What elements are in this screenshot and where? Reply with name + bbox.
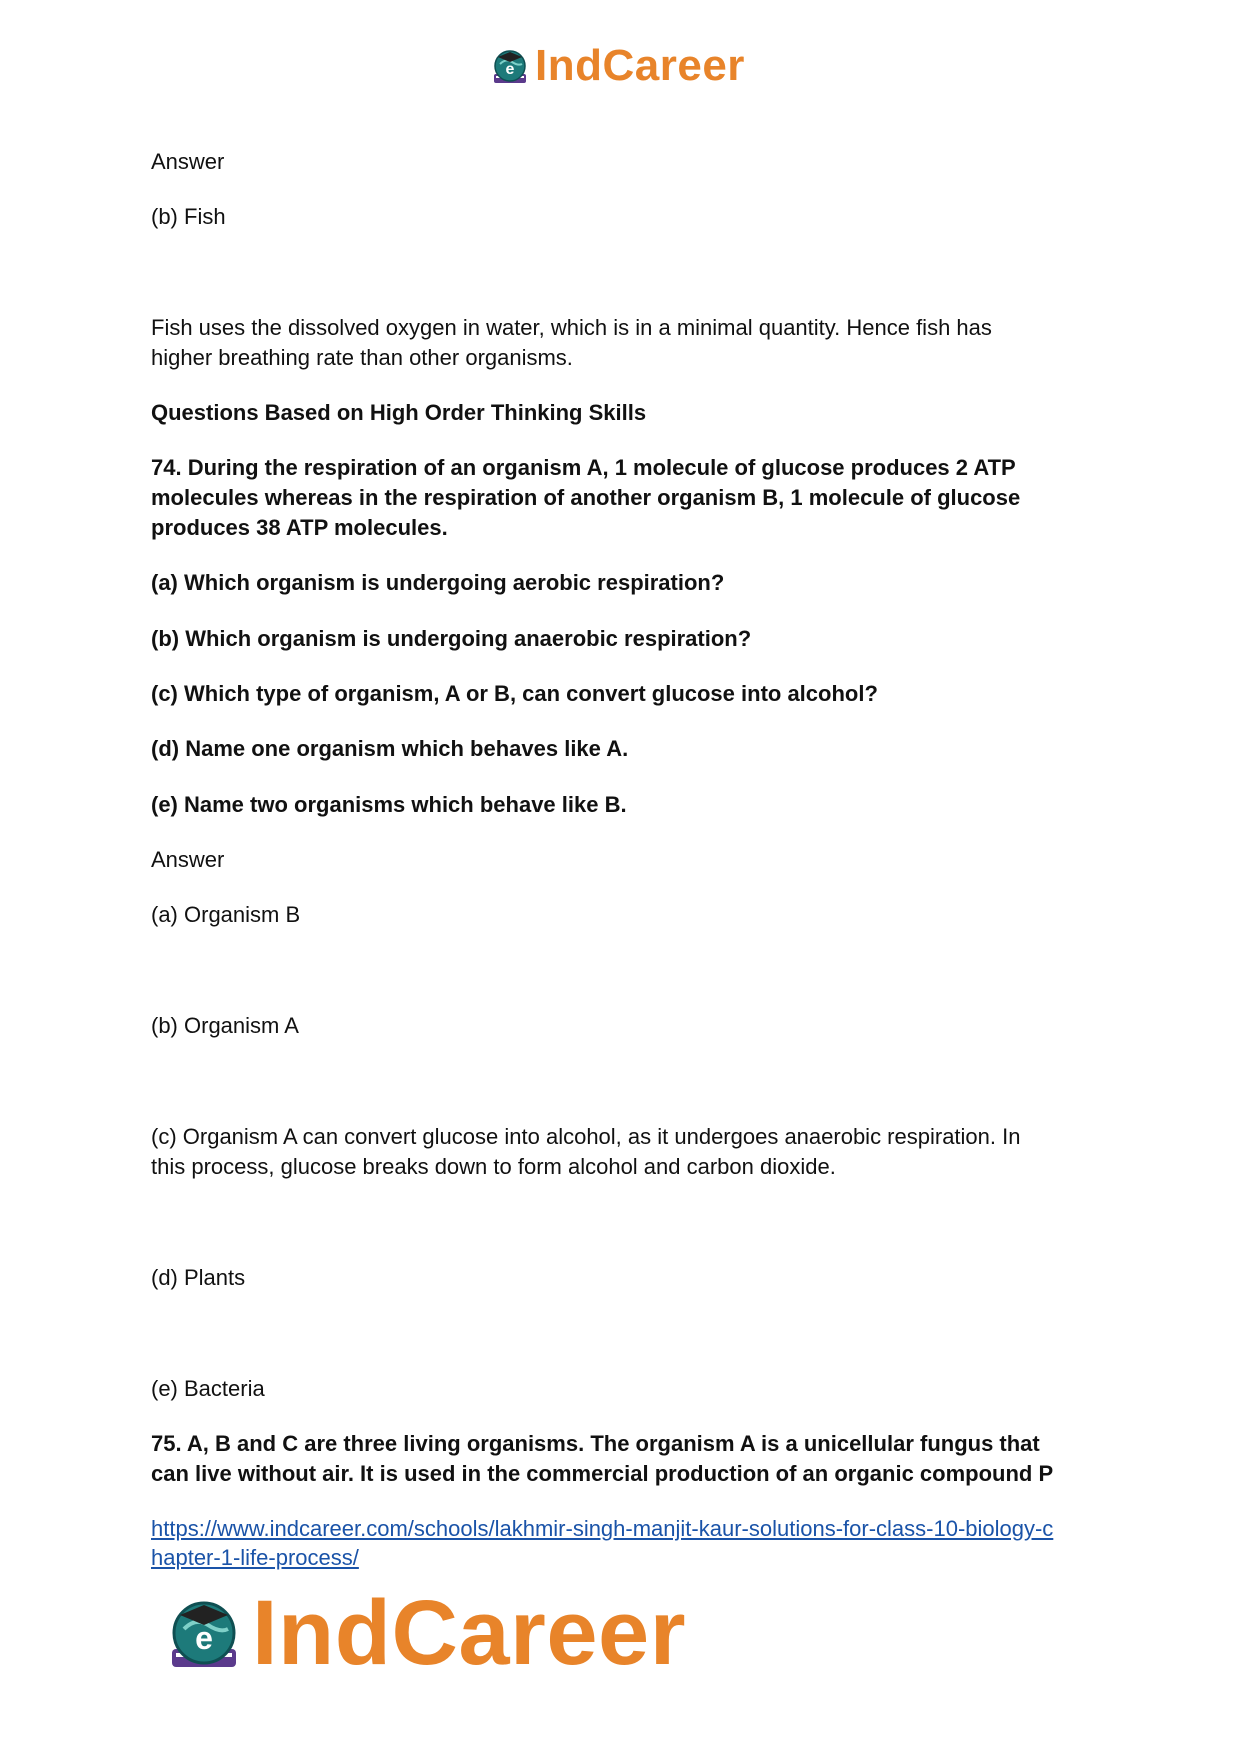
answer-text: (c) Organism A can convert glucose into alcohol, as it undergoes anaerobic respiration. In [151,1124,1021,1149]
answer-text: (a) Organism B [151,902,301,927]
indcareer-logo-bottom [160,1583,686,1683]
brand-name: IndCareer [535,41,745,90]
brand-name: IndCareer [252,1582,686,1684]
question-line: molecules whereas in the respiration of another organism B, 1 molecule of glucose [151,485,1021,510]
answer-text: (b) Fish [151,204,226,229]
section-heading: Questions Based on High Order Thinking Skills [151,400,647,425]
explanation-line: Fish uses the dissolved oxygen in water, which is in a minimal quantity. Hence fish has [151,315,992,340]
explanation-line: higher breathing rate than other organisms. [151,345,573,370]
source-link[interactable]: https://www.indcareer.com/schools/lakhmir-singh-manjit-kaur-solutions-for-class-10-biology-c [151,1516,1054,1541]
sub-question: (b) Which organism is undergoing anaerobic respiration? [151,626,752,651]
answer-text: this process, glucose breaks down to form alcohol and carbon dioxide. [151,1154,836,1179]
answer-text: (b) Organism A [151,1013,299,1038]
question-line: 75. A, B and C are three living organisms. The organism A is a unicellular fungus that [151,1431,1040,1456]
indcareer-logo-top [488,40,745,92]
question-line: produces 38 ATP molecules. [151,515,448,540]
source-link-continued[interactable]: hapter-1-life-process/ [151,1545,359,1570]
sub-question: (a) Which organism is undergoing aerobic respiration? [151,570,725,595]
answer-text: (e) Bacteria [151,1376,265,1401]
answer-heading: Answer [151,847,225,872]
sub-question: (e) Name two organisms which behave like B. [151,792,627,817]
question-line: can live without air. It is used in the commercial production of an organic compound P [151,1461,1054,1486]
svg-text:e: e [195,1620,213,1656]
sub-question: (d) Name one organism which behaves like A. [151,736,629,761]
globe-book-icon [160,1589,248,1677]
question-line: 74. During the respiration of an organism A, 1 molecule of glucose produces 2 ATP [151,455,1016,480]
answer-heading: Answer [151,149,225,174]
sub-question: (c) Which type of organism, A or B, can convert glucose into alcohol? [151,681,878,706]
svg-text:e: e [505,61,515,78]
answer-text: (d) Plants [151,1265,246,1290]
globe-book-icon [488,44,532,88]
